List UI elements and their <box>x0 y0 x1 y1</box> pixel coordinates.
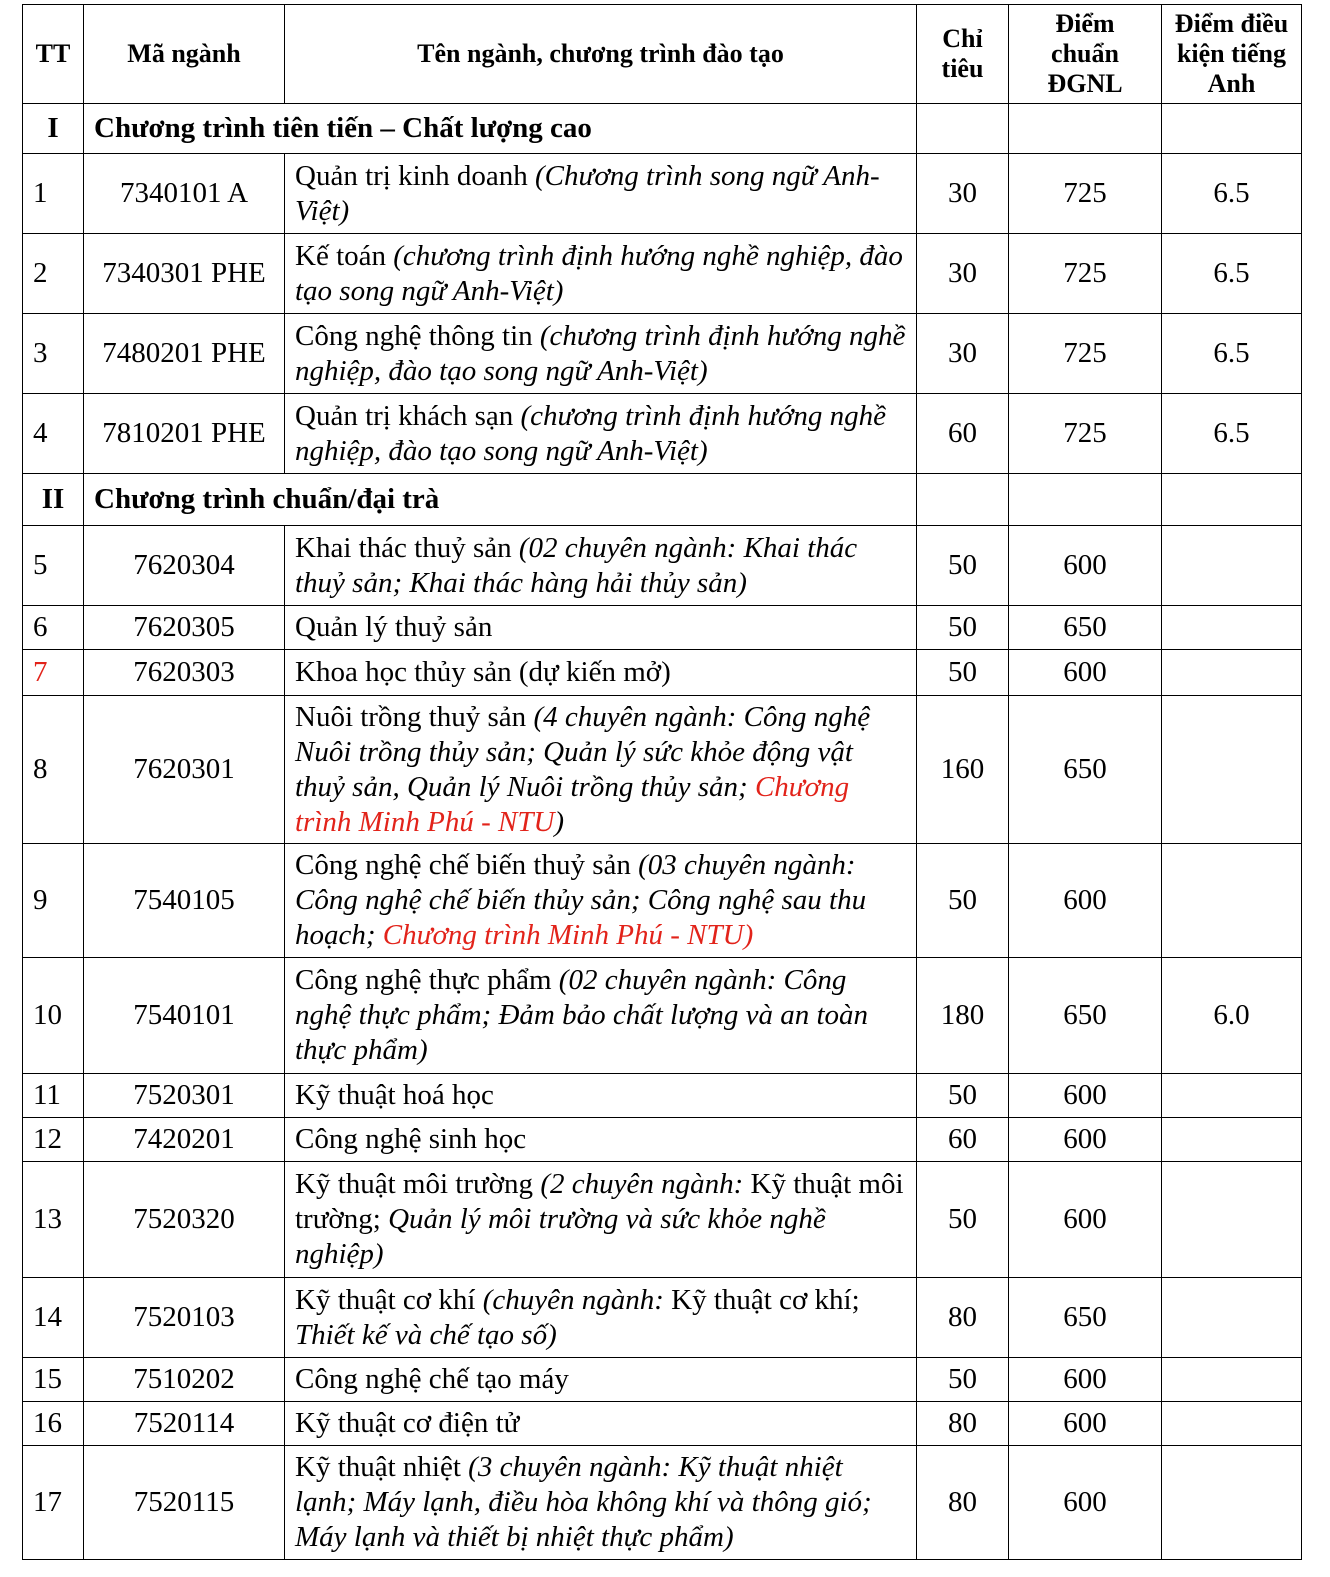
program-note: Thiết kế và chế tạo số) <box>295 1318 557 1351</box>
program-note-plain: Kỹ thuật môi trường; <box>295 1168 904 1235</box>
program-name <box>285 234 917 314</box>
row-number: 14 <box>23 1278 84 1358</box>
score-value: 600 <box>1009 526 1162 606</box>
row-number: 3 <box>23 314 84 394</box>
section-row <box>23 474 1302 526</box>
program-note: (2 chuyên ngành: <box>540 1168 744 1200</box>
quota-value: 30 <box>917 314 1009 394</box>
table-row <box>23 526 1302 606</box>
program-note: Quản lý môi trường và sức khỏe nghề nghiệp) <box>295 1203 826 1270</box>
english-score-value <box>1162 1074 1302 1118</box>
row-number: 9 <box>23 844 84 958</box>
table-row <box>23 696 1302 844</box>
program-title: Công nghệ thực phẩm <box>295 964 552 996</box>
quota-value: 50 <box>917 1074 1009 1118</box>
english-score-value <box>1162 844 1302 958</box>
row-number: 7 <box>23 650 84 696</box>
quota-value: 60 <box>917 1118 1009 1162</box>
quota-value: 30 <box>917 234 1009 314</box>
header-tt: TT <box>23 5 84 104</box>
quota-value: 80 <box>917 1402 1009 1446</box>
program-note: (4 chuyên ngành: Công nghệ Nuôi trồng thủy sản; Quản lý sức khỏe động vật thuỷ sản, Quản lý Nuôi trồng thủy sản; <box>295 700 871 803</box>
program-code: 7520115 <box>84 1446 285 1560</box>
english-score-value <box>1162 650 1302 696</box>
program-note: (chương trình định hướng nghề nghiệp, đào tạo song ngữ Anh-Việt) <box>295 239 903 307</box>
program-name <box>285 606 917 650</box>
program-name <box>285 154 917 234</box>
program-title: Kỹ thuật cơ khí <box>295 1283 476 1316</box>
table-row <box>23 314 1302 394</box>
english-score-value: 6.5 <box>1162 394 1302 474</box>
english-score-value <box>1162 1358 1302 1402</box>
program-note: (chương trình định hướng nghề nghiệp, đào tạo song ngữ Anh-Việt) <box>295 399 886 467</box>
program-note: (chuyên ngành: <box>482 1283 664 1316</box>
score-value: 650 <box>1009 1278 1162 1358</box>
program-name <box>285 1162 917 1278</box>
table-row <box>23 1074 1302 1118</box>
section-number: I <box>23 104 84 154</box>
program-note-highlight: Chương trình Minh Phú - NTU <box>295 770 850 838</box>
header-english: Điểm điều kiện tiếng Anh <box>1162 5 1302 104</box>
program-title: Công nghệ chế tạo máy <box>295 1363 569 1395</box>
empty-cell <box>917 474 1009 526</box>
score-value: 725 <box>1009 314 1162 394</box>
table-row <box>23 650 1302 696</box>
row-number: 17 <box>23 1446 84 1560</box>
admission-table <box>22 4 1302 1560</box>
row-number: 4 <box>23 394 84 474</box>
table-row <box>23 234 1302 314</box>
quota-value: 50 <box>917 1358 1009 1402</box>
program-title: Quản lý thuỷ sản <box>295 611 493 643</box>
header-quota: Chỉ tiêu <box>917 5 1009 104</box>
english-score-value <box>1162 1402 1302 1446</box>
table-row <box>23 606 1302 650</box>
program-name <box>285 1446 917 1560</box>
empty-cell <box>1009 104 1162 154</box>
program-name <box>285 958 917 1074</box>
row-number: 6 <box>23 606 84 650</box>
table-row <box>23 844 1302 958</box>
score-value: 600 <box>1009 844 1162 958</box>
program-note: (Chương trình song ngữ Anh-Việt) <box>295 159 880 227</box>
english-score-value <box>1162 1278 1302 1358</box>
score-value: 725 <box>1009 234 1162 314</box>
program-note: (02 chuyên ngành: Công nghệ thực phẩm; Đảm bảo chất lượng và an toàn thực phẩm) <box>295 964 869 1066</box>
row-number: 11 <box>23 1074 84 1118</box>
section-title: Chương trình tiên tiến – Chất lượng cao <box>84 104 917 154</box>
empty-cell <box>1162 104 1302 154</box>
score-value: 600 <box>1009 1118 1162 1162</box>
program-note-end: ) <box>554 805 565 838</box>
table-row <box>23 1446 1302 1560</box>
quota-value: 60 <box>917 394 1009 474</box>
quota-value: 160 <box>917 696 1009 844</box>
program-name <box>285 650 917 696</box>
quota-value: 50 <box>917 606 1009 650</box>
row-number: 5 <box>23 526 84 606</box>
row-number: 13 <box>23 1162 84 1278</box>
table-row <box>23 1278 1302 1358</box>
section-row <box>23 104 1302 154</box>
table-row <box>23 154 1302 234</box>
table-row <box>23 1162 1302 1278</box>
program-code: 7620304 <box>84 526 285 606</box>
program-name <box>285 1278 917 1358</box>
program-code: 7340301 PHE <box>84 234 285 314</box>
row-number: 10 <box>23 958 84 1074</box>
score-value: 650 <box>1009 606 1162 650</box>
header-row <box>23 5 1302 104</box>
quota-value: 50 <box>917 1162 1009 1278</box>
english-score-value: 6.5 <box>1162 314 1302 394</box>
empty-cell <box>917 104 1009 154</box>
quota-value: 50 <box>917 526 1009 606</box>
table-row <box>23 1118 1302 1162</box>
row-number: 2 <box>23 234 84 314</box>
program-note: (03 chuyên ngành: Công nghệ chế biến thủy sản; Công nghệ sau thu hoạch; <box>295 849 867 951</box>
program-title: Quản trị khách sạn <box>295 399 514 432</box>
program-title: Nuôi trồng thuỷ sản <box>295 700 527 733</box>
program-title: Công nghệ chế biến thuỷ sản <box>295 849 631 881</box>
score-value: 600 <box>1009 1402 1162 1446</box>
program-note: (02 chuyên ngành: Khai thác thuỷ sản; Khai thác hàng hải thủy sản) <box>295 531 858 599</box>
row-number: 16 <box>23 1402 84 1446</box>
program-code: 7480201 PHE <box>84 314 285 394</box>
program-code: 7620303 <box>84 650 285 696</box>
program-code: 7620305 <box>84 606 285 650</box>
score-value: 600 <box>1009 1074 1162 1118</box>
score-value: 725 <box>1009 394 1162 474</box>
empty-cell <box>1162 474 1302 526</box>
program-name <box>285 1118 917 1162</box>
header-name: Tên ngành, chương trình đào tạo <box>285 5 917 104</box>
header-code: Mã ngành <box>84 5 285 104</box>
program-code: 7620301 <box>84 696 285 844</box>
english-score-value <box>1162 606 1302 650</box>
section-number: II <box>23 474 84 526</box>
quota-value: 80 <box>917 1278 1009 1358</box>
score-value: 600 <box>1009 1446 1162 1560</box>
score-value: 600 <box>1009 1162 1162 1278</box>
quota-value: 30 <box>917 154 1009 234</box>
program-code: 7810201 PHE <box>84 394 285 474</box>
program-title: Kế toán <box>295 239 386 272</box>
english-score-value <box>1162 1118 1302 1162</box>
program-name <box>285 394 917 474</box>
program-name <box>285 314 917 394</box>
program-name <box>285 1358 917 1402</box>
score-value: 725 <box>1009 154 1162 234</box>
quota-value: 180 <box>917 958 1009 1074</box>
program-title: Công nghệ thông tin <box>295 319 533 352</box>
program-code: 7520320 <box>84 1162 285 1278</box>
header-score: Điểm chuẩn ĐGNL <box>1009 5 1162 104</box>
program-name <box>285 1074 917 1118</box>
row-number: 12 <box>23 1118 84 1162</box>
program-code: 7510202 <box>84 1358 285 1402</box>
program-title: Kỹ thuật hoá học <box>295 1079 494 1111</box>
empty-cell <box>1009 474 1162 526</box>
program-code: 7420201 <box>84 1118 285 1162</box>
table-row <box>23 1358 1302 1402</box>
score-value: 650 <box>1009 958 1162 1074</box>
score-value: 600 <box>1009 650 1162 696</box>
score-value: 600 <box>1009 1358 1162 1402</box>
score-value: 650 <box>1009 696 1162 844</box>
program-note: (3 chuyên ngành: Kỹ thuật nhiệt lạnh; Máy lạnh, điều hòa không khí và thông gió; Máy lạnh và thiết bị nhiệt thực phẩm) <box>295 1451 872 1553</box>
program-note-highlight: Chương trình Minh Phú - NTU) <box>382 919 754 951</box>
program-title: Công nghệ sinh học <box>295 1123 527 1155</box>
row-number: 15 <box>23 1358 84 1402</box>
program-title: Kỹ thuật nhiệt <box>295 1451 461 1483</box>
program-title: Kỹ thuật môi trường <box>295 1168 534 1200</box>
program-title: Quản trị kinh doanh <box>295 159 528 192</box>
english-score-value <box>1162 696 1302 844</box>
program-code: 7540101 <box>84 958 285 1074</box>
program-name <box>285 844 917 958</box>
quota-value: 80 <box>917 1446 1009 1560</box>
program-code: 7340101 A <box>84 154 285 234</box>
quota-value: 50 <box>917 650 1009 696</box>
program-code: 7520301 <box>84 1074 285 1118</box>
row-number: 1 <box>23 154 84 234</box>
quota-value: 50 <box>917 844 1009 958</box>
program-code: 7520103 <box>84 1278 285 1358</box>
program-name <box>285 696 917 844</box>
program-note: (chương trình định hướng nghề nghiệp, đào tạo song ngữ Anh-Việt) <box>295 319 906 387</box>
english-score-value <box>1162 1162 1302 1278</box>
table-row <box>23 1402 1302 1446</box>
program-title: Kỹ thuật cơ điện tử <box>295 1407 520 1439</box>
program-title: Khai thác thuỷ sản <box>295 531 512 564</box>
table-row <box>23 394 1302 474</box>
english-score-value: 6.5 <box>1162 154 1302 234</box>
english-score-value <box>1162 526 1302 606</box>
row-number: 8 <box>23 696 84 844</box>
section-title: Chương trình chuẩn/đại trà <box>84 474 917 526</box>
english-score-value: 6.5 <box>1162 234 1302 314</box>
program-code: 7540105 <box>84 844 285 958</box>
program-title: Khoa học thủy sản (dự kiến mở) <box>295 656 671 688</box>
program-name <box>285 1402 917 1446</box>
program-code: 7520114 <box>84 1402 285 1446</box>
english-score-value: 6.0 <box>1162 958 1302 1074</box>
table-row <box>23 958 1302 1074</box>
english-score-value <box>1162 1446 1302 1560</box>
program-note-plain: Kỹ thuật cơ khí; <box>663 1283 860 1316</box>
program-name <box>285 526 917 606</box>
